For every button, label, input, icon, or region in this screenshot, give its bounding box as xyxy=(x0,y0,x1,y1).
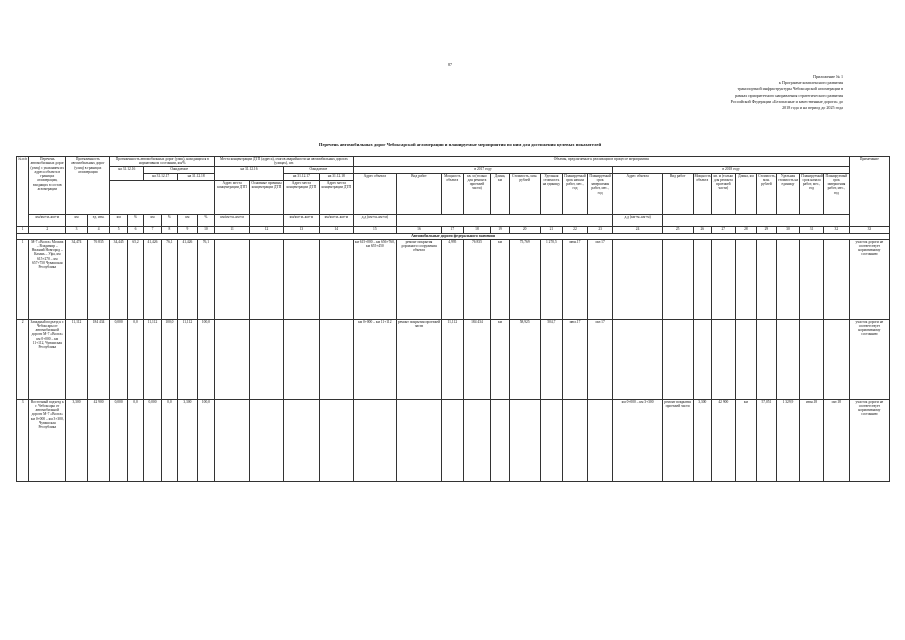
header-as-of-2017: на 31.12.17 xyxy=(144,173,178,180)
header-dtp-causes: Основные причины концентрации ДТП xyxy=(250,180,284,214)
row-norm16-km: 0,000 xyxy=(110,399,127,481)
row-note: участок дороги не соответствует нормативному состоянию xyxy=(849,319,889,399)
col-number: 28 xyxy=(735,226,757,233)
row-area-2018 xyxy=(712,319,736,399)
row-end-2017: окт.17 xyxy=(587,319,613,399)
col-number: 15 xyxy=(353,226,396,233)
header-capacity-2017: Мощность объекта xyxy=(442,173,464,214)
row-norm17-km: 11,112 xyxy=(144,319,161,399)
row-work-2018 xyxy=(662,239,693,319)
row-norm17-km: 41,426 xyxy=(144,239,161,319)
col-number: 33 xyxy=(849,226,889,233)
row-area-2018 xyxy=(712,239,736,319)
row-addr-2018: км 0+000 – км 3+300 xyxy=(613,399,662,481)
row-length-unit: 184 434 xyxy=(87,319,110,399)
row-no: 1 xyxy=(17,239,29,319)
header-length-2018: Длина, км xyxy=(735,173,757,214)
roads-table xyxy=(16,156,890,482)
header-as-of-2016: на 31.12.16 xyxy=(110,166,144,180)
row-norm16-km: 34,445 xyxy=(110,239,127,319)
document-title: Перечень автомобильных дорог Чебоксарской агломерации и планируемые мероприятия по ним для достижения целевых показателей xyxy=(318,142,602,147)
header-norm-share: Протяженность автомобильных дорог (улиц), находящихся в нормативном состоянии, км/% xyxy=(110,157,215,167)
col-number: 13 xyxy=(283,226,319,233)
page-number: 87 xyxy=(448,62,452,67)
row-no: 3 xyxy=(17,399,29,481)
unit-blank xyxy=(250,214,284,226)
row-len-2017: км xyxy=(491,239,509,319)
row-area-2017 xyxy=(463,399,491,481)
row-dtp-causes xyxy=(250,319,284,399)
row-addr-2017 xyxy=(353,399,396,481)
header-row-3 xyxy=(17,173,890,180)
row-start-2018: июн.18 xyxy=(800,399,824,481)
unit-blank xyxy=(662,214,849,226)
header-dtp-places: Места концентрации ДТП (адреса), очагов аварийности на автомобильных дорогах (улицах), шт. xyxy=(215,157,354,167)
row-addr-2017: км 615+000 – км 656+760, км 655+450 xyxy=(353,239,396,319)
col-number: 30 xyxy=(776,226,800,233)
row-norm17-km: 0,000 xyxy=(144,399,161,481)
row-cost-2017: 58,925 xyxy=(509,319,540,399)
unit-addr-format: д.д (км+м–км+м) xyxy=(613,214,662,226)
unit-km-range: км/км+м–км+м xyxy=(29,214,66,226)
header-dtp-address-2017: Адрес места концентрации ДТП xyxy=(283,180,319,214)
table-row xyxy=(17,239,890,319)
row-road-name: М-7 «Волга» Москва – Владимир – Нижний Новгород – Казань – Уфа, км 615+270 – км 657+750 Чувашская Республика xyxy=(29,239,66,319)
col-number: 31 xyxy=(800,226,824,233)
col-number: 4 xyxy=(87,226,110,233)
col-number: 27 xyxy=(712,226,736,233)
header-road-name: Перечень автомобильных дорог (улиц) с указанием их адреса объекта в границах агломерации, входящих в состав агломерации xyxy=(29,157,66,215)
header-dtp-address-2018: Адрес места концентрации ДТП xyxy=(319,180,353,214)
col-number: 24 xyxy=(613,226,662,233)
row-addr-2018 xyxy=(613,319,662,399)
row-capacity-2018 xyxy=(693,319,711,399)
header-dtp-expected: Ожидаемое xyxy=(283,166,353,173)
row-addr-2018 xyxy=(613,239,662,319)
appendix-line: рамках приоритетного направления стратегического развития xyxy=(735,92,843,98)
row-dtp-addr xyxy=(215,319,250,399)
col-number: 6 xyxy=(127,226,143,233)
header-cost-2017: Стоимость, млн. рублей xyxy=(509,173,540,214)
row-dtp-2018 xyxy=(319,319,353,399)
appendix-line: транспортной инфраструктуры Чебоксарской агломерации в xyxy=(737,86,843,92)
row-dtp-2018 xyxy=(319,399,353,481)
col-number: 3 xyxy=(66,226,88,233)
row-unit-2018 xyxy=(776,239,800,319)
col-number: 29 xyxy=(757,226,777,233)
col-number: 23 xyxy=(587,226,613,233)
table-row xyxy=(17,319,890,399)
row-end-2017 xyxy=(587,399,613,481)
col-number: 14 xyxy=(319,226,353,233)
col-number: 7 xyxy=(144,226,161,233)
col-number: 19 xyxy=(491,226,509,233)
appendix-line: к Программе комплексного развития xyxy=(778,80,843,86)
row-dtp-addr xyxy=(215,399,250,481)
header-length-2017: Длина, км xyxy=(491,173,509,214)
unit-pct: % xyxy=(161,214,177,226)
col-number: 22 xyxy=(563,226,588,233)
table-row xyxy=(17,399,890,481)
header-note: Примечание xyxy=(849,157,889,227)
header-dtp-2018: на 31.12.18 xyxy=(319,173,353,180)
col-number: 8 xyxy=(161,226,177,233)
row-road-name: Западный подъезд к г. Чебоксары от автомобильной дороги М-7 «Волга» км 0+000 – км 11+112, Чувашская Республика xyxy=(29,319,66,399)
header-unit-cost-2018: Удельная стоимость на единицу xyxy=(776,173,800,214)
row-capacity-2017: 4,995 xyxy=(442,239,464,319)
row-len-2017 xyxy=(491,399,509,481)
col-number: 32 xyxy=(823,226,849,233)
row-work-2017: ремонт покрытия проезжей части xyxy=(396,319,441,399)
header-start-2017: Планируемый срок начала работ, мес., год xyxy=(563,173,588,214)
row-unit-2018 xyxy=(776,319,800,399)
row-unit-2017: 1 270,5 xyxy=(540,239,563,319)
unit-ed: ед. изм. xyxy=(87,214,110,226)
header-as-of-2018: на 31.12.18 xyxy=(178,173,215,180)
header-end-2018: Планируемый срок завершения работ, мес., год xyxy=(823,173,849,214)
row-cost-2017: 75,769 xyxy=(509,239,540,319)
row-no: 2 xyxy=(17,319,29,399)
header-no: № п/п xyxy=(17,157,29,227)
row-norm17-pct: 0,0 xyxy=(161,399,177,481)
header-object-address-2018: Адрес объекта xyxy=(613,173,662,214)
row-dtp-addr xyxy=(215,239,250,319)
row-len-2018 xyxy=(735,239,757,319)
appendix-line: Приложение № 1 xyxy=(813,74,843,79)
row-dtp-causes xyxy=(250,399,284,481)
row-dtp-2017 xyxy=(283,319,319,399)
row-addr-2017: км 0+000 – км 11+112 xyxy=(353,319,396,399)
row-unit-2018: 1 329,9 xyxy=(776,399,800,481)
row-norm18-km: 3,300 xyxy=(178,399,198,481)
unit-km: км xyxy=(178,214,198,226)
row-norm16-pct: 0,0 xyxy=(127,319,143,399)
header-units-row xyxy=(17,214,890,226)
row-work-2018 xyxy=(662,319,693,399)
header-norm-blank xyxy=(110,180,215,214)
row-cost-2018: 57,051 xyxy=(757,399,777,481)
row-length-unit: 76 835 xyxy=(87,239,110,319)
row-length-km: 3,300 xyxy=(66,399,88,481)
header-work-type-2017: Вид работ xyxy=(396,173,441,214)
row-length-unit: 42 900 xyxy=(87,399,110,481)
row-len-2018: км xyxy=(735,399,757,481)
row-norm17-pct: 100,0 xyxy=(161,319,177,399)
row-note: участок дороги не соответствует нормативному состоянию xyxy=(849,399,889,481)
row-end-2018: окт.18 xyxy=(823,399,849,481)
col-number: 1 xyxy=(17,226,29,233)
col-number: 9 xyxy=(178,226,198,233)
header-row-1 xyxy=(17,157,890,167)
header-dtp-2017: на 31.12.17 xyxy=(283,173,319,180)
header-unit-cost-2017: Удельная стоимость на единицу xyxy=(540,173,563,214)
row-cost-2017 xyxy=(509,399,540,481)
appendix-header xyxy=(560,74,843,111)
row-dtp-2018 xyxy=(319,239,353,319)
row-norm18-pct: 76,1 xyxy=(197,239,215,319)
col-number: 18 xyxy=(463,226,491,233)
row-cost-2018 xyxy=(757,319,777,399)
row-area-2018: 42 900 xyxy=(712,399,736,481)
col-number: 20 xyxy=(509,226,540,233)
header-capacity-2018: Мощность объекта xyxy=(693,173,711,214)
col-number: 16 xyxy=(396,226,441,233)
row-start-2017: июн.17 xyxy=(563,239,588,319)
header-work-type-2018: Вид работ xyxy=(662,173,693,214)
header-length: Протяженность автомобильных дорог (улиц) в границах агломерации xyxy=(66,157,110,215)
row-dtp-causes xyxy=(250,239,284,319)
row-length-km: 34,474 xyxy=(66,239,88,319)
unit-blank xyxy=(396,214,613,226)
col-number: 5 xyxy=(110,226,127,233)
unit-km-range: км/км+м–км+м xyxy=(215,214,250,226)
row-area-2017: 76 835 xyxy=(463,239,491,319)
row-work-2018: ремонт покрытия проезжей части xyxy=(662,399,693,481)
row-end-2018 xyxy=(823,239,849,319)
appendix-line: Российской Федерации «Безопасные и качественные дороги» до xyxy=(730,98,843,104)
header-dtp-2016: на 31.12.16 xyxy=(215,166,284,180)
header-row-2 xyxy=(17,166,890,173)
row-work-2017: ремонт покрытия дорожного сооружения объекта xyxy=(396,239,441,319)
row-norm16-pct: 65,2 xyxy=(127,239,143,319)
row-capacity-2018 xyxy=(693,239,711,319)
col-number: 21 xyxy=(540,226,563,233)
header-cost-2018: Стоимость, млн. рублей xyxy=(757,173,777,214)
unit-km: км xyxy=(110,214,127,226)
header-start-2018: Планируемый срок начала работ, мес., год xyxy=(800,173,824,214)
row-norm18-pct: 100,0 xyxy=(197,319,215,399)
header-area-2017: кв. м (только для ремонта проезжей части) xyxy=(463,173,491,214)
header-end-2017: Планируемый срок завершения работ, мес., год xyxy=(587,173,613,214)
row-start-2017: июл.17 xyxy=(563,319,588,399)
row-dtp-2017 xyxy=(283,399,319,481)
row-start-2017 xyxy=(563,399,588,481)
column-numbers-row xyxy=(17,226,890,233)
row-road-name: Восточный подъезд к г. Чебоксары от автомобильной дороги М-7 «Волга» км 0+000 – км 3+300, Чувашская Республика xyxy=(29,399,66,481)
row-work-2017 xyxy=(396,399,441,481)
header-planned-works: Объемы, предлагаемые к реализации в процессе мероприятия xyxy=(353,157,849,167)
row-start-2018 xyxy=(800,319,824,399)
unit-addr-format: д.д (км+м–км+м) xyxy=(353,214,396,226)
unit-km: км xyxy=(66,214,88,226)
row-unit-2017: 504,7 xyxy=(540,319,563,399)
row-cost-2018 xyxy=(757,239,777,319)
col-number: 10 xyxy=(197,226,215,233)
col-number: 11 xyxy=(215,226,250,233)
row-capacity-2018: 3,300 xyxy=(693,399,711,481)
col-number: 2 xyxy=(29,226,66,233)
row-dtp-2017 xyxy=(283,239,319,319)
header-object-address-2017: Адрес объекта xyxy=(353,173,396,214)
row-norm18-km: 11,112 xyxy=(178,319,198,399)
unit-pct: % xyxy=(127,214,143,226)
unit-km-range: км/км+м–км+м xyxy=(319,214,353,226)
col-number: 26 xyxy=(693,226,711,233)
unit-pct: % xyxy=(197,214,215,226)
appendix-line: 2018 года и на период до 2025 года xyxy=(782,105,843,111)
unit-km-range: км/км+м–км+м xyxy=(283,214,319,226)
header-area-2018: кв. м (только для ремонта проезжей части) xyxy=(712,173,736,214)
row-norm16-pct: 0,0 xyxy=(127,399,143,481)
row-len-2018 xyxy=(735,319,757,399)
col-number: 12 xyxy=(250,226,284,233)
row-norm17-pct: 76,1 xyxy=(161,239,177,319)
row-unit-2017 xyxy=(540,399,563,481)
col-number: 17 xyxy=(442,226,464,233)
unit-km: км xyxy=(144,214,161,226)
row-length-km: 11,112 xyxy=(66,319,88,399)
header-expected: Ожидаемое xyxy=(144,166,215,173)
row-capacity-2017: 11,112 xyxy=(442,319,464,399)
row-end-2017: окт.17 xyxy=(587,239,613,319)
section-title: Автомобильные дороги федерального значения xyxy=(17,233,890,239)
header-dtp-address: Адрес места концентрации ДТП xyxy=(215,180,250,214)
row-capacity-2017 xyxy=(442,399,464,481)
row-area-2017: 184 434 xyxy=(463,319,491,399)
header-year-2018: в 2018 году xyxy=(613,166,849,173)
row-end-2018 xyxy=(823,319,849,399)
row-note: участок дороги не соответствует нормативному состоянию xyxy=(849,239,889,319)
row-len-2017: км xyxy=(491,319,509,399)
header-year-2017: в 2017 году xyxy=(353,166,613,173)
row-start-2018 xyxy=(800,239,824,319)
col-number: 25 xyxy=(662,226,693,233)
row-norm16-km: 0,000 xyxy=(110,319,127,399)
row-norm18-km: 41,426 xyxy=(178,239,198,319)
row-norm18-pct: 100,0 xyxy=(197,399,215,481)
